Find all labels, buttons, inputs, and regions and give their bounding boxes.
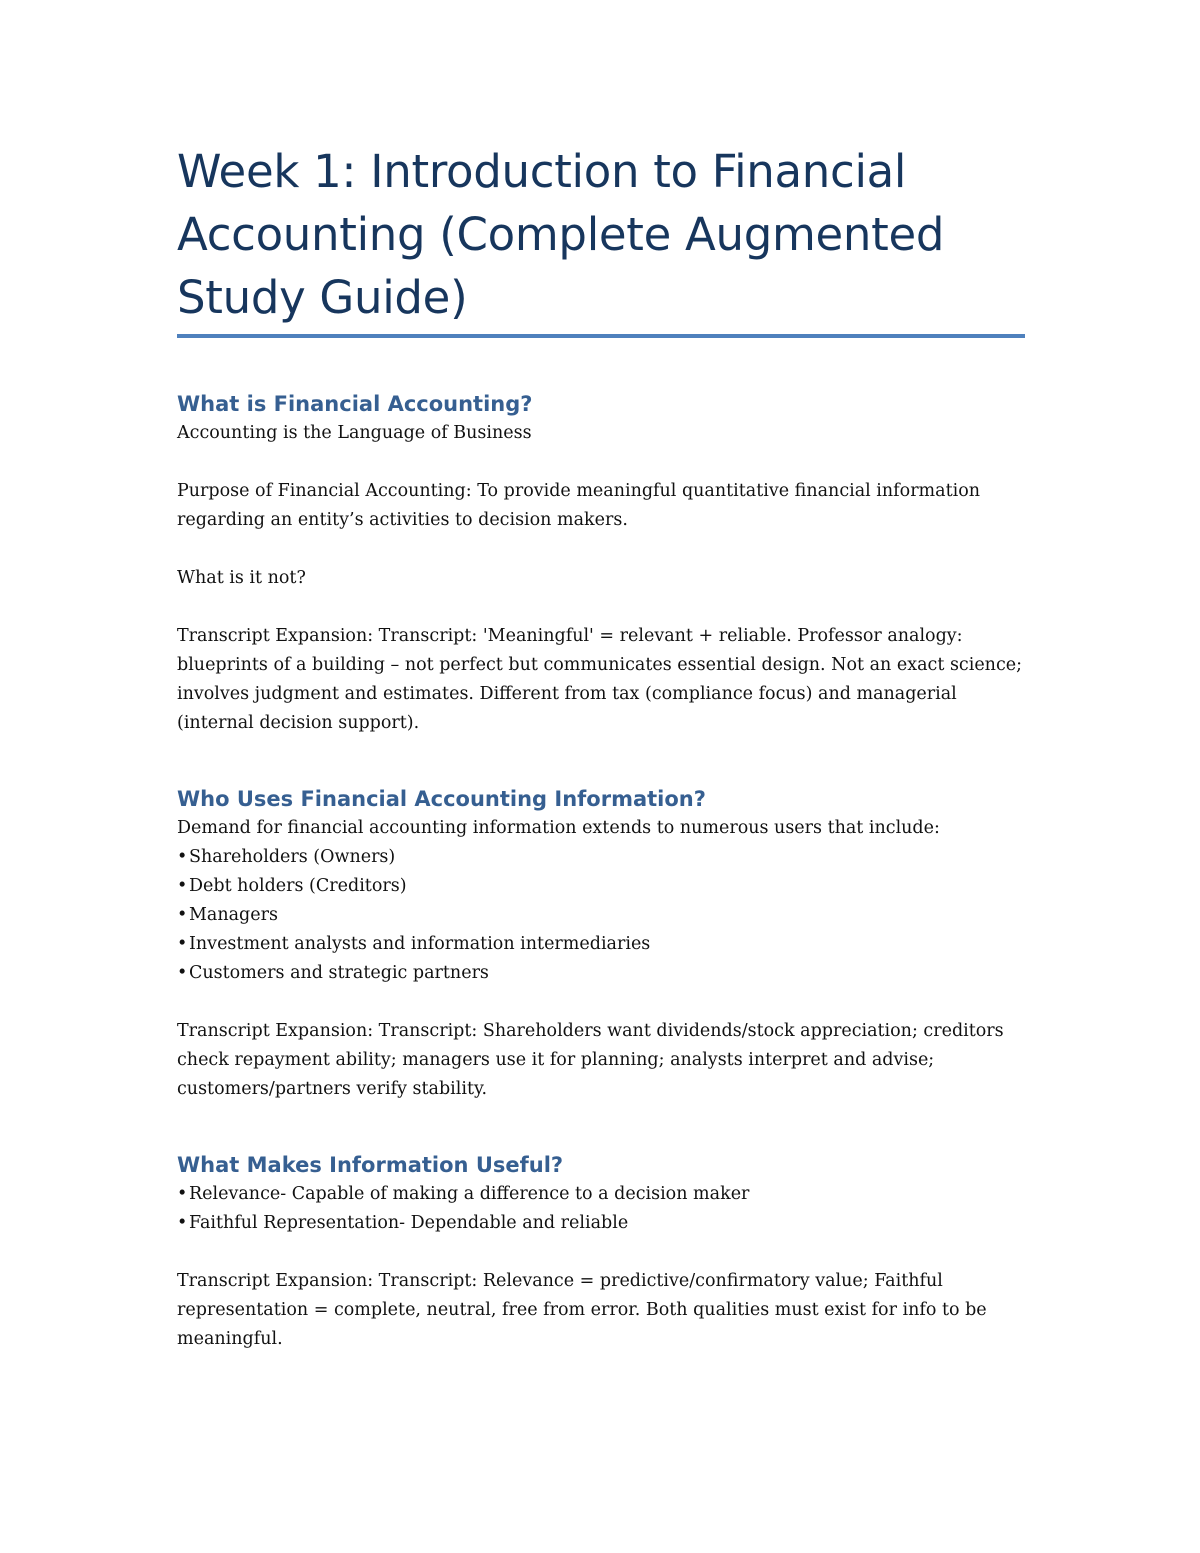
bullet-icon: •	[177, 847, 188, 867]
users-list	[177, 843, 1025, 988]
paragraph-purpose: Purpose of Financial Accounting: To provide meaningful quantitative financial information regarding an entity’s activities to decision makers.	[177, 481, 981, 530]
list-item: •Relevance- Capable of making a difference to a decision maker	[177, 1180, 1025, 1209]
qualities-list	[177, 1180, 1025, 1238]
list-item: •Debt holders (Creditors)	[177, 872, 1025, 901]
paragraph-language-of-business: Accounting is the Language of Business	[177, 423, 532, 443]
section-heading: What Makes Information Useful?	[177, 1153, 564, 1177]
bullet-icon: •	[177, 1213, 188, 1233]
bullet-icon: •	[177, 963, 188, 983]
paragraph-transcript-expansion: Transcript Expansion: Transcript: Shareholders want dividends/stock appreciation; creditors check repayment ability; managers use it for planning; analysts interpret and advise; customers/partners verify stability.	[177, 1021, 1004, 1099]
section-what-is-financial-accounting	[177, 389, 1025, 738]
list-item: •Managers	[177, 901, 1025, 930]
list-item: •Customers and strategic partners	[177, 959, 1025, 988]
paragraph-transcript-expansion: Transcript Expansion: Transcript: Relevance = predictive/confirmatory value; Faithful representation = complete, neutral, free from error. Both qualities must exist for info to be meaningful.	[177, 1271, 987, 1349]
document-title: Week 1: Introduction to Financial Accounting (Complete Augmented Study Guide)	[177, 145, 945, 324]
list-item: •Investment analysts and information intermediaries	[177, 930, 1025, 959]
paragraph-what-is-it-not: What is it not?	[177, 568, 306, 588]
list-item: •Faithful Representation- Dependable and reliable	[177, 1209, 1025, 1238]
bullet-icon: •	[177, 905, 188, 925]
bullet-icon: •	[177, 876, 188, 896]
title-underline-rule	[177, 334, 1025, 338]
list-item: •Shareholders (Owners)	[177, 843, 1025, 872]
section-heading: What is Financial Accounting?	[177, 392, 533, 416]
section-what-makes-information-useful	[177, 1150, 1025, 1354]
section-who-uses-information	[177, 784, 1025, 1104]
paragraph-transcript-expansion: Transcript Expansion: Transcript: 'Meaningful' = relevant + reliable. Professor analogy: blueprints of a building – not perfect but communicates essential design. Not an exact science; involves judgment and estimates. Different from tax (compliance focus) and managerial (internal decision support).	[177, 626, 1023, 733]
bullet-icon: •	[177, 1184, 188, 1204]
section-heading: Who Uses Financial Accounting Information?	[177, 787, 706, 811]
bullet-icon: •	[177, 934, 188, 954]
paragraph-intro: Demand for financial accounting information extends to numerous users that include:	[177, 818, 940, 838]
